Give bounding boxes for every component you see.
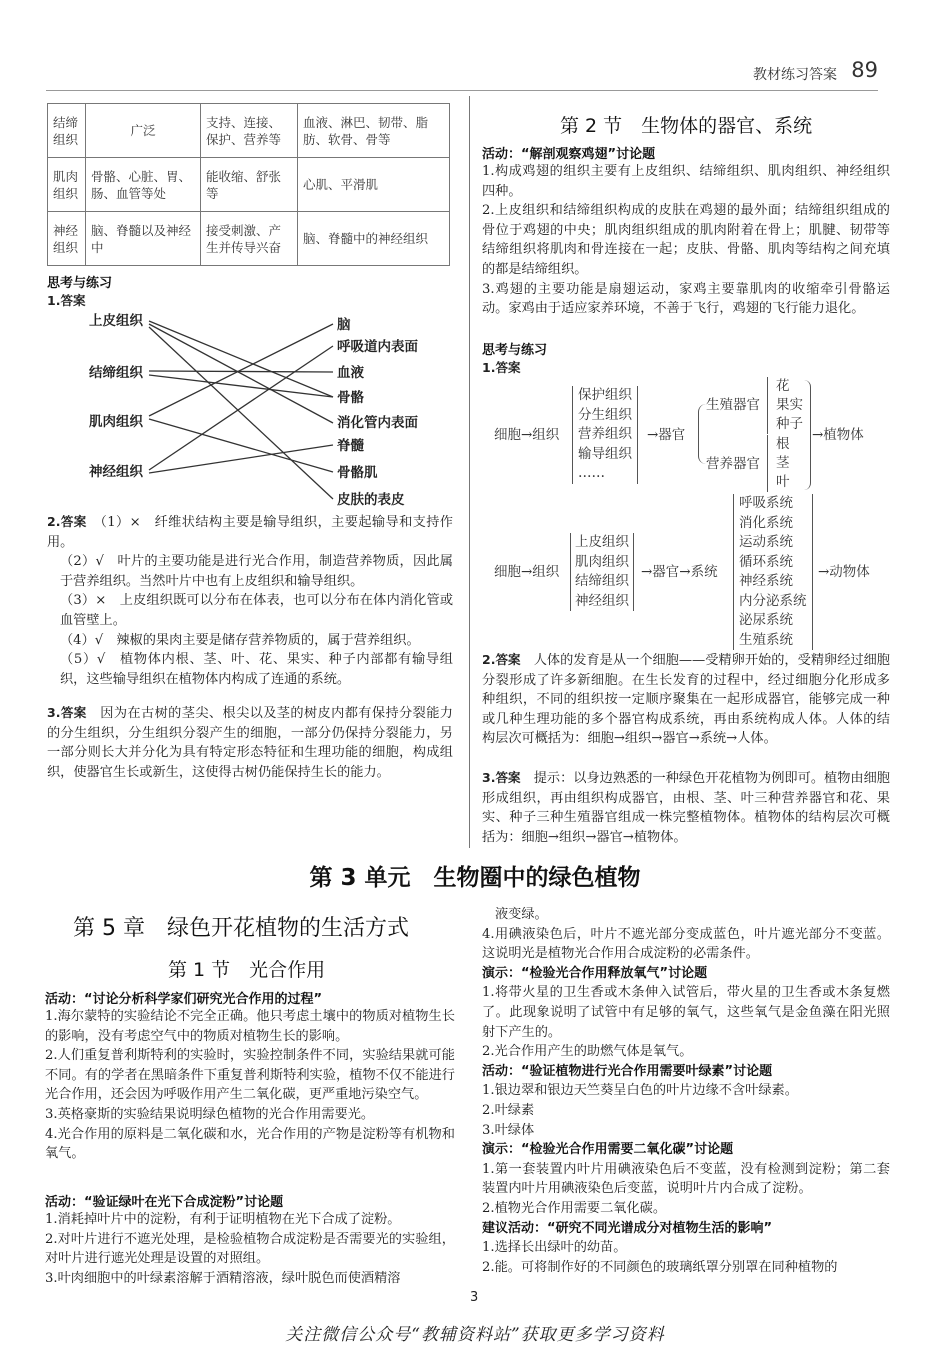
table-cell: 接受刺激、产生并传导兴奋: [201, 212, 298, 266]
list-item: 3.叶绿体: [482, 1122, 535, 1138]
act1-title: 活动：“讨论分析科学家们研究光合作用的过程”: [45, 992, 323, 1007]
list-item: 呼吸系统: [739, 495, 793, 511]
q1-label-left: 1.答案: [47, 293, 86, 308]
plant-organ: →器官: [647, 427, 686, 443]
veg-items: [767, 435, 790, 492]
list-item: 2.光合作用产生的助燃气体是氧气。: [482, 1044, 693, 1060]
q2-item-2: （2）√ 叶片的主要功能是进行光合作用，制造营养物质，因此属于营养组织。当然叶片中也有上皮组织和输导组织。: [60, 554, 453, 589]
list-item: 结缔组织: [575, 573, 629, 589]
act2-title: 活动：“验证绿叶在光下合成淀粉”讨论题: [45, 1195, 284, 1210]
list-item: 消化系统: [739, 514, 793, 531]
list-item: 循环系统: [739, 553, 793, 570]
list-item: 1.海尔蒙特的实验结论不完全正确。他只考虑土壤中的物质对植物生长的影响，没有考虑空气中的物质对植物生长的影响。: [45, 1009, 455, 1044]
list-item: 1.构成鸡翅的组织主要有上皮组织、结缔组织、肌肉组织、神经组织四种。: [482, 164, 890, 199]
q1-label-right: 1.答案: [482, 360, 521, 375]
match-right-8: 皮肤的表皮: [337, 492, 405, 507]
header-rule: [46, 90, 878, 91]
table-cell: 脑、脊髓中的神经组织: [298, 212, 450, 266]
q2-item-4: （4）√ 辣椒的果肉主要是储存营养物质的，属于营养组织。: [60, 632, 420, 648]
list-item: 神经系统: [739, 573, 793, 589]
table-cell: 骨骼、心脏、胃、肠、血管等处: [86, 158, 201, 212]
list-item: 2.能。可将制作好的不同颜色的玻璃纸罩分别罩在同种植物的: [482, 1259, 838, 1275]
act1-items: [45, 1007, 455, 1164]
list-item: 2.叶绿素: [482, 1102, 535, 1118]
brace: [804, 380, 811, 490]
list-item: 泌尿系统: [739, 612, 793, 628]
plant-veg: 营养器官: [706, 456, 760, 472]
list-item: 3.英格豪斯的实验结果说明绿色植物的光合作用需要光。: [45, 1106, 375, 1122]
list-item: 1.将带火星的卫生香或木条伸入试管后，带火星的卫生香或木条复燃了。此现象说明了试管中有足够的氧气，这些氧气是金鱼藻在阳光照射下产生的。: [482, 985, 890, 1040]
act2-items: [45, 1210, 455, 1288]
tissue-table: [47, 103, 450, 266]
animal-systems: [733, 494, 813, 650]
animal-cell: 细胞→组织: [494, 564, 560, 580]
list-item: 上皮组织: [575, 534, 629, 550]
list-item: 2.对叶片进行不遮光处理，是检验植物合成淀粉是否需要光的实验组，对叶片进行遮光处理是设置的对照组。: [45, 1231, 455, 1267]
list-item: 2.人们重复普利斯特利的实验时，实验控制条件不同，实验结果就可能不同。有的学者在黑暗条件下重复普利斯特利实验，植物不仅不能进行光合作用，还会因为呼吸作用产生二氧化碳，更严重地污染空气。: [45, 1048, 455, 1103]
match-right-4: 骨骼: [337, 390, 364, 405]
lower-right-block: [482, 905, 890, 1277]
q2-item-1: 2.答案 （1）× 纤维状结构主要是输导组织，主要起输导和支持作用。: [47, 514, 453, 550]
think-title-left: 思考与练习: [47, 276, 113, 291]
matching-diagram: [47, 308, 457, 513]
list-item: 分生组织: [578, 406, 632, 423]
list-item: 2.上皮组织和结缔组织构成的皮肤在鸡翅的最外面；结缔组织组成的骨位于鸡翅的中央；肌肉组织组成的肌肉附着在骨上；肌腱、韧带等结缔组织将肌肉和骨连接在一起；皮肤、骨骼、肌肉等结构之间充填的都是结缔组织。: [482, 203, 890, 277]
table-row: [48, 104, 450, 158]
animal-whole: →动物体: [818, 564, 870, 580]
section-title-1: 第 1 节 光合作用: [168, 959, 326, 981]
list-item: 运动系统: [739, 534, 793, 550]
q2-item-3: （3）× 上皮组织既可以分布在体表，也可以分布在体内消化管或血管壁上。: [60, 593, 453, 628]
list-item: 内分泌系统: [739, 592, 807, 609]
table-cell: 结缔组织: [48, 104, 86, 158]
page-number-header: 89: [851, 58, 878, 82]
list-item: 生殖系统: [739, 631, 793, 648]
unit-title: 第 3 单元 生物圈中的绿色植物: [309, 865, 641, 891]
match-left-4: 神经组织: [89, 464, 143, 479]
footer-note: 关注微信公众号“教辅资料站”获取更多学习资料: [285, 1325, 665, 1345]
q2-left: [47, 512, 453, 689]
plant-repro: 生殖器官: [706, 397, 760, 413]
list-item: 果实: [776, 397, 803, 413]
list-item: 神经组织: [575, 592, 629, 609]
match-left-1: 上皮组织: [89, 313, 143, 328]
q3-right: 3.答案 提示：以身边熟悉的一种绿色开花植物为例即可。植物由细胞形成组织，再由组织构成器官，由根、茎、叶三种营养器官和花、果实、种子三种生殖器官组成一株完整植物体。植物体的结构层次可概括为：细胞→组织→器官→植物体。: [482, 770, 890, 845]
list-item: ……: [578, 465, 605, 481]
match-left-3: 肌肉组织: [89, 414, 143, 429]
sugg-title: 建议活动：“研究不同光谱成分对植物生活的影响”: [482, 1220, 773, 1236]
list-item: 液变绿。: [495, 907, 548, 922]
list-item: 4.用碘液染色后，叶片不遮光部分变成蓝色，叶片遮光部分不变蓝。这说明光是植物光合作用合成淀粉的必需条件。: [482, 926, 890, 962]
plant-whole: →植物体: [812, 427, 864, 443]
plant-cell: 细胞→组织: [494, 427, 560, 443]
table-cell: 肌肉组织: [48, 158, 86, 212]
list-item: 花: [776, 378, 790, 394]
list-item: 1.银边翠和银边天竺葵呈白色的叶片边缘不含叶绿素。: [482, 1083, 798, 1099]
section-title-2: 第 2 节 生物体的器官、系统: [560, 115, 813, 137]
chapter-title: 第 5 章 绿色开花植物的生活方式: [73, 916, 409, 941]
list-item: 3.叶肉细胞中的叶绿素溶解于酒精溶液，绿叶脱色而使酒精溶: [45, 1270, 401, 1286]
list-item: 1.选择长出绿叶的幼苗。: [482, 1240, 627, 1256]
list-item: 3.鸡翅的主要功能是扇翅运动，家鸡主要靠肌肉的收缩牵引骨骼运动。家鸡由于适应家养环境，不善于飞行，鸡翅的飞行能力退化。: [482, 281, 890, 317]
repro-items: [767, 377, 803, 434]
plant-tissues: [572, 386, 638, 484]
think-title-right: 思考与练习: [482, 343, 548, 358]
match-left-2: 结缔组织: [89, 365, 143, 380]
table-cell: 支持、连接、保护、营养等: [201, 104, 298, 158]
q2-item-5: （5）√ 植物体内根、茎、叶、花、果实、种子内部都有输导组织，这些输导组织在植物体内构成了连通的系统。: [60, 652, 453, 687]
table-cell: 广泛: [86, 104, 201, 158]
list-item: 种子: [776, 416, 803, 432]
demo2-title: 演示：“检验光合作用需要二氧化碳”讨论题: [482, 1142, 734, 1158]
match-right-2: 呼吸道内表面: [337, 339, 418, 354]
list-item: 肌肉组织: [575, 553, 629, 570]
table-cell: 血液、淋巴、韧带、脂肪、软骨、骨等: [298, 104, 450, 158]
list-item: 营养组织: [578, 426, 632, 442]
activity-title: 活动：“解剖观察鸡翅”讨论题: [482, 147, 656, 162]
act3-title: 活动：“验证植物进行光合作用需要叶绿素”讨论题: [482, 1063, 773, 1079]
table-cell: 心肌、平滑肌: [298, 158, 450, 212]
list-item: 1.消耗掉叶片中的淀粉，有利于证明植物在光下合成了淀粉。: [45, 1212, 401, 1227]
list-item: 输导组织: [578, 445, 632, 462]
table-row: [48, 158, 450, 212]
list-item: 2.植物光合作用需要二氧化碳。: [482, 1200, 667, 1216]
match-right-5: 消化管内表面: [337, 415, 418, 430]
list-item: 茎: [776, 455, 790, 471]
list-item: 根: [776, 436, 790, 452]
list-item: 1.第一套装置内叶片用碘液染色后不变蓝，没有检测到淀粉；第二套装置内叶片用碘液染色后变蓝，说明叶片内合成了淀粉。: [482, 1161, 890, 1197]
table-cell: 神经组织: [48, 212, 86, 266]
table-cell: 能收缩、舒张等: [201, 158, 298, 212]
animal-tissues: [570, 533, 634, 611]
match-right-1: 脑: [337, 317, 351, 332]
page-number-footer: 3: [470, 1290, 479, 1305]
match-right-7: 骨骼肌: [337, 465, 378, 480]
q3-left: 3.答案 因为在古树的茎尖、根尖以及茎的树皮内都有保持分裂能力的分生组织，分生组织分裂产生的细胞，一部分仍保持分裂能力，另一部分则长大并分化为具有特定形态特征和生理功能的细胞，构成组织，使器官生长或新生，这使得古树仍能保持生长的能力。: [47, 705, 453, 780]
list-item: 叶: [776, 474, 790, 490]
table-cell: 脑、脊髓以及神经中: [86, 212, 201, 266]
brace: [698, 404, 706, 464]
q2-right: 2.答案 人体的发育是从一个细胞——受精卵开始的，受精卵经过细胞分裂形成了许多新细胞。在生长发育的过程中，经过细胞分化形成多种组织，不同的组织按一定顺序聚集在一起形成器官，能够完成一种或几种生理功能的多个器官构成系统，再由系统构成人体。人体的结构层次可概括为：细胞→组织→器官→系统→人体。: [482, 652, 890, 747]
table-row: [48, 212, 450, 266]
animal-organ: →器官→系统: [641, 564, 718, 580]
demo1-title: 演示：“检验光合作用释放氧气”讨论题: [482, 965, 708, 981]
list-item: 4.光合作用的原料是二氧化碳和水，光合作用的产物是淀粉等有机物和氧气。: [45, 1126, 455, 1162]
activity-items: [482, 162, 890, 319]
header-label: 教材练习答案: [753, 67, 837, 83]
match-right-3: 血液: [337, 365, 364, 380]
list-item: 保护组织: [578, 387, 632, 403]
column-divider: [469, 96, 470, 848]
match-right-6: 脊髓: [337, 438, 364, 453]
